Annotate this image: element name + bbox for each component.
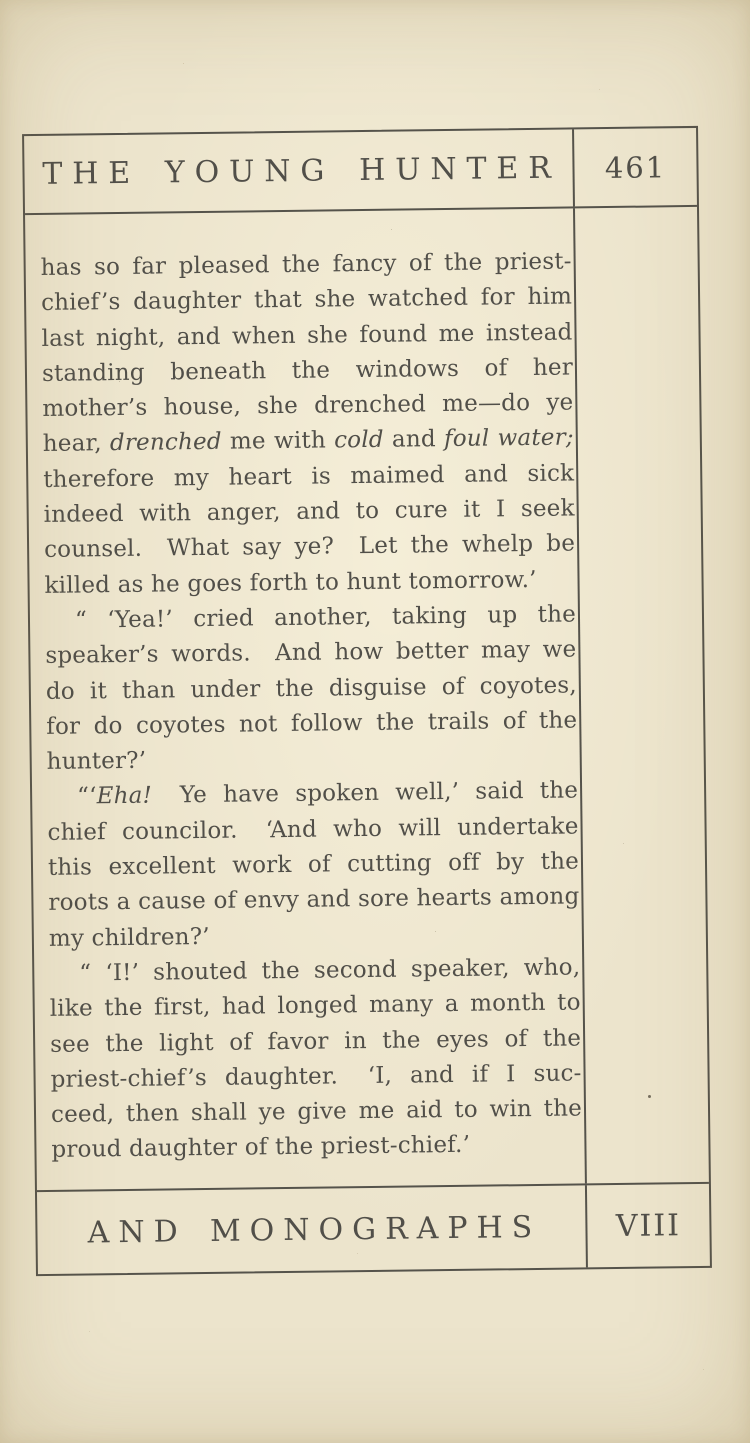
body-line — [48, 880, 579, 922]
page-title: THE YOUNG HUNTER — [42, 150, 561, 192]
body-line — [44, 527, 575, 569]
body-line — [45, 633, 576, 675]
text-segment: proud daughter of the priest-chief.’ — [51, 1132, 471, 1164]
text-segment: priest-chief’s daughter. ‘I, and if I suc- — [50, 1060, 582, 1093]
text-segment: speaker’s words. And how better may we — [45, 636, 577, 670]
page-header — [24, 128, 697, 215]
paragraph — [40, 244, 575, 603]
text-segment: chief councilor. ‘And who will undertake — [47, 813, 579, 846]
paper-specks — [0, 0, 3, 3]
text-segment: “‘ — [76, 783, 97, 811]
text-segment: counsel. What say ye? Let the whelp be — [43, 530, 576, 564]
body-line — [51, 1092, 582, 1134]
body-line — [51, 1127, 582, 1169]
footer-running-title: AND MONOGRAPHS — [87, 1209, 542, 1250]
text-segment: mother’s house, she drenched me—do ye — [42, 389, 574, 423]
text-segment: and — [383, 426, 445, 454]
page-body-row — [25, 207, 709, 1190]
text-segment: hear, — [42, 430, 111, 458]
text-segment: this excellent work of cutting off by the — [47, 848, 580, 881]
text-segment: for do coyotes not follow the trails of the — [46, 707, 578, 740]
text-segment: roots a cause of envy and sore hearts among — [48, 883, 580, 917]
footer-title-cell — [37, 1185, 588, 1274]
body-line — [41, 280, 572, 322]
body-text — [25, 208, 583, 1168]
italic-text: cold — [333, 427, 384, 454]
text-segment: Ye have spoken well,’ said the — [151, 777, 579, 810]
text-segment: “ ‘Yea!’ cried another, taking up the — [74, 601, 577, 634]
italic-text: Eha! — [96, 783, 153, 810]
page-frame — [22, 126, 712, 1276]
volume-number: VIII — [615, 1207, 682, 1244]
text-segment: “ ‘I!’ shouted the second speaker, who, — [79, 954, 581, 987]
text-segment: like the first, had longed many a month to — [49, 989, 581, 1023]
italic-text: drenched — [109, 429, 222, 457]
body-line — [50, 986, 581, 1028]
text-segment: standing beneath the windows of her — [41, 354, 574, 387]
header-folio-cell — [574, 128, 697, 206]
paragraph — [45, 597, 578, 780]
body-line — [46, 703, 577, 745]
text-segment: killed as he goes forth to hunt tomorrow.’ — [44, 566, 537, 599]
text-segment: indeed with anger, and to cure it I seek — [43, 495, 575, 529]
text-segment: me with — [221, 427, 335, 456]
text-segment: chief’s daughter that she watched for him — [40, 283, 573, 317]
text-segment: my children?’ — [48, 923, 210, 952]
header-title-cell — [24, 129, 575, 213]
margin-column — [575, 207, 709, 1183]
body-column — [25, 208, 587, 1190]
text-segment: last night, and when she found me instead — [41, 319, 573, 352]
text-segment: see the light of favor in the eyes of the — [50, 1024, 582, 1058]
text-segment: has so far pleased the fancy of the priest- — [40, 248, 572, 281]
italic-text: foul water; — [443, 424, 574, 453]
footer-volume-cell — [587, 1184, 710, 1267]
paragraph — [47, 774, 580, 957]
text-segment: do it than under the disguise of coyotes, — [45, 671, 577, 705]
text-segment: therefore my heart is maimed and sick — [43, 460, 575, 493]
text-segment: ceed, then shall ye give me aid to win the — [50, 1095, 583, 1129]
page-number: 461 — [604, 149, 667, 185]
page-footer — [37, 1182, 710, 1274]
paragraph — [49, 950, 583, 1168]
text-segment: hunter?’ — [46, 747, 147, 776]
